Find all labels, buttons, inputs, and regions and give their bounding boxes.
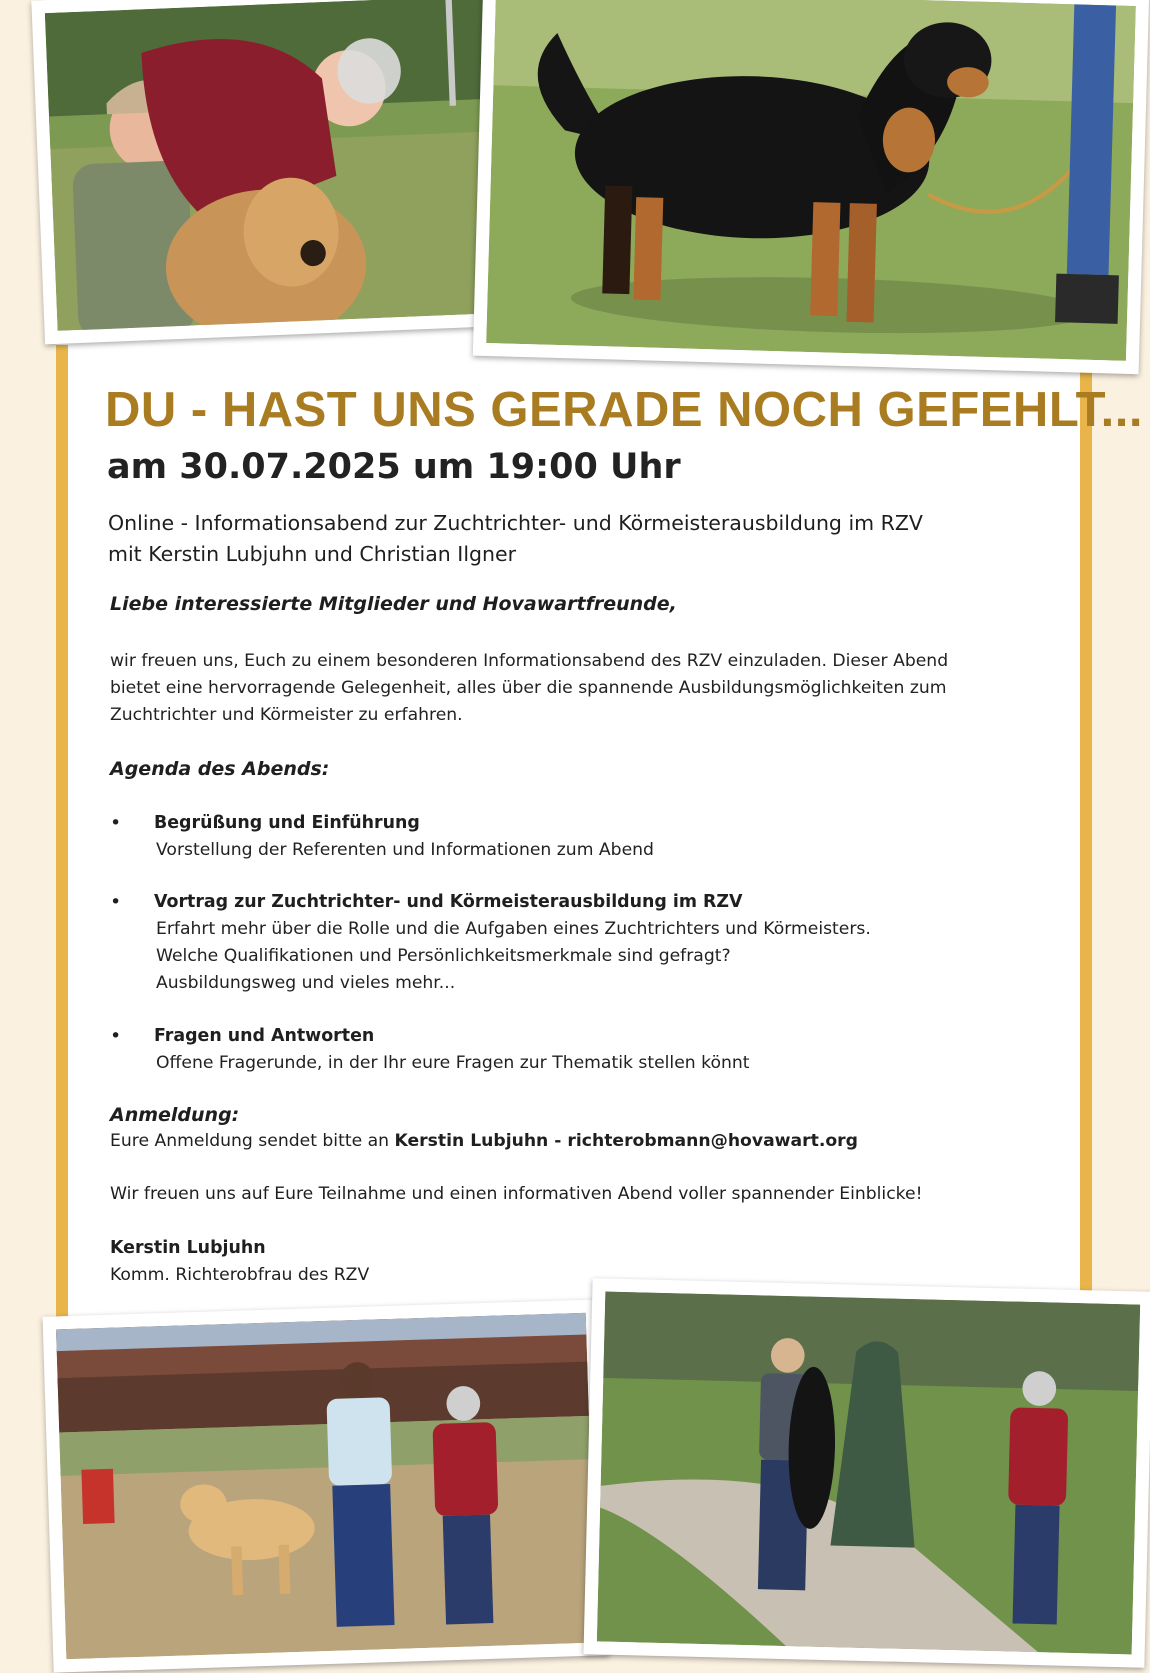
agenda-item-description (156, 916, 871, 997)
intro-line-2: bietet eine hervorragende Gelegenheit, alles über die spannende Ausbildungsmöglichkeiten zum (110, 678, 947, 698)
greeting: Liebe interessierte Mitglieder und Hovawartfreunde, (110, 593, 677, 615)
signature-role: Komm. Richterobfrau des RZV (110, 1265, 370, 1285)
intro-line-3: Zuchtrichter und Körmeister zu erfahren. (110, 705, 463, 725)
photo-black-dog-on-path (583, 1278, 1150, 1668)
accent-stripe-right (1080, 345, 1092, 1305)
bullet-icon: • (110, 812, 122, 834)
subtitle-line-1: Online - Informationsabend zur Zuchtrichter- und Körmeisterausbildung im RZV (108, 511, 923, 535)
agenda-item-line: Erfahrt mehr über die Rolle und die Aufgaben eines Zuchtrichters und Körmeisters. (156, 919, 871, 939)
bullet-icon: • (110, 1025, 122, 1047)
intro-paragraph (110, 648, 970, 729)
agenda-item-line: Ausbildungsweg und vieles mehr... (156, 973, 456, 993)
agenda-item-title: Begrüßung und Einführung (154, 813, 420, 833)
agenda-item-title: Vortrag zur Zuchtrichter- und Körmeisterausbildung im RZV (154, 892, 743, 912)
photo-training-field-golden-dog (43, 1299, 610, 1672)
event-date: am 30.07.2025 um 19:00 Uhr (107, 447, 681, 487)
event-subtitle (108, 508, 923, 570)
agenda-title: Agenda des Abends: (110, 758, 330, 780)
headline: DU - HAST UNS GERADE NOCH GEFEHLT... (105, 383, 1143, 437)
bullet-icon: • (110, 891, 122, 913)
agenda-item-line: Welche Qualifikationen und Persönlichkeitsmerkmale sind gefragt? (156, 946, 731, 966)
subtitle-line-2: mit Kerstin Lubjuhn und Christian Ilgner (108, 542, 517, 566)
agenda-item-title: Fragen und Antworten (154, 1026, 375, 1046)
registration-title: Anmeldung: (110, 1104, 240, 1126)
registration-text (110, 1131, 858, 1151)
intro-line-1: wir freuen uns, Euch zu einem besonderen Informationsabend des RZV einzuladen. Dieser Abend (110, 651, 949, 671)
photo-black-and-tan-hovawart (473, 0, 1149, 374)
agenda-item-line: Vorstellung der Referenten und Informationen zum Abend (156, 840, 654, 860)
agenda-item-description (156, 1050, 750, 1077)
agenda-item-description (156, 837, 654, 864)
closing-text: Wir freuen uns auf Eure Teilnahme und einen informativen Abend voller spannender Einblicke! (110, 1184, 923, 1204)
accent-stripe-left (56, 345, 68, 1330)
registration-prefix: Eure Anmeldung sendet bitte an (110, 1131, 395, 1151)
signature-name: Kerstin Lubjuhn (110, 1238, 266, 1258)
agenda-item-line: Offene Fragerunde, in der Ihr eure Fragen zur Thematik stellen könnt (156, 1053, 750, 1073)
registration-contact-email[interactable]: Kerstin Lubjuhn - richterobmann@hovawart.org (394, 1131, 858, 1151)
